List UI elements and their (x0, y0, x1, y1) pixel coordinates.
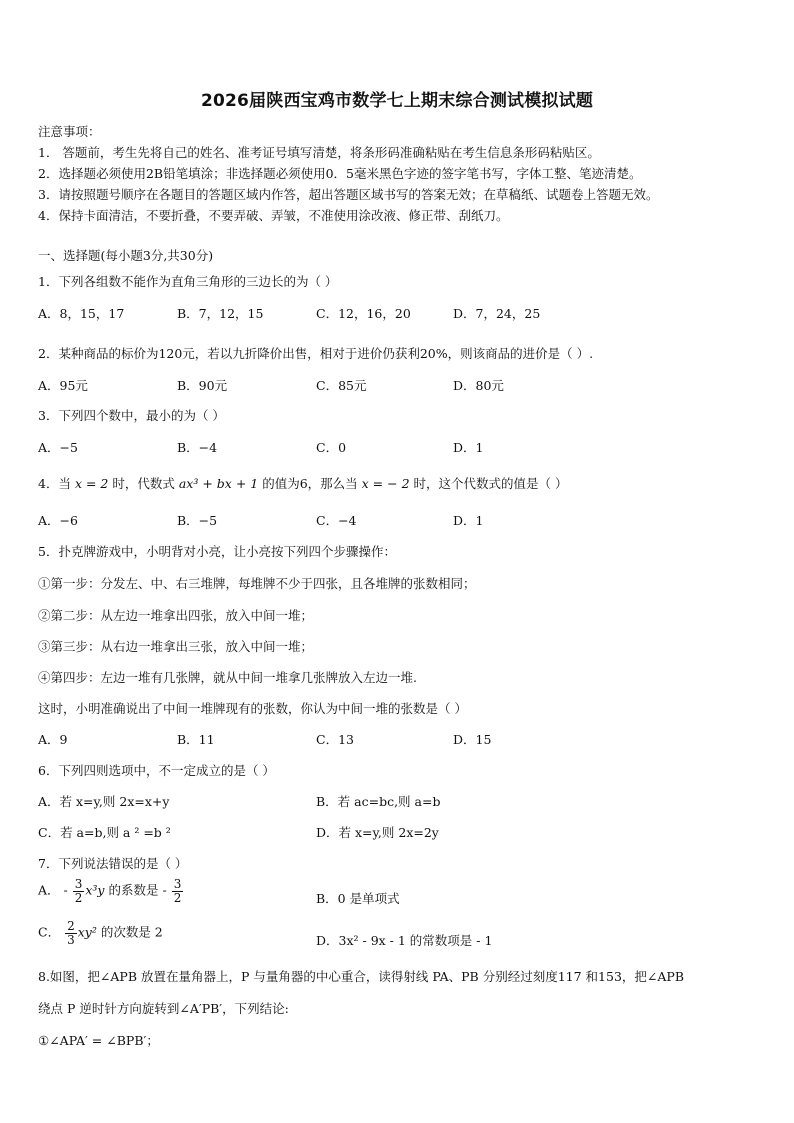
q6-option-c: C．若 a=b,则 a ² =b ² (38, 825, 171, 840)
q4-option-a: A．−6 (38, 513, 78, 528)
notice-item: 2．选择题必须使用2B铅笔填涂；非选择题必须使用0．5毫米黑色字迹的签字笔书写，字体工整、笔迹清楚。 (38, 166, 642, 181)
notice-item: 1． 答题前，考生先将自己的姓名、准考证号填写清楚，将条形码准确粘贴在考生信息条形码粘贴区。 (38, 145, 600, 160)
fraction-numerator: 3 (74, 877, 83, 891)
q5-option-a: A．9 (38, 732, 68, 747)
q6-option-d: D．若 x=y,则 2x=2y (316, 825, 439, 840)
question-6-stem: 6．下列四则选项中，不一定成立的是（ ） (38, 763, 275, 778)
q4-condition-2: x = − 2 (361, 476, 410, 491)
q6-option-b: B．若 ac=bc,则 a=b (316, 794, 441, 809)
fraction-numerator: 3 (173, 877, 182, 891)
q7-c-fraction (65, 920, 77, 946)
q7-option-a (38, 878, 184, 904)
notice-item: 4．保持卡面清洁，不要折叠，不要弄破、弄皱，不准使用涂改液、修正带、刮纸刀。 (38, 208, 509, 223)
minus-sign: - (162, 882, 167, 898)
q7-option-c-text: 的次数是 2 (100, 924, 163, 940)
q1-option-a: A．8，15，17 (38, 306, 125, 321)
q2-option-a: A．95元 (38, 378, 88, 393)
q7-c-term: xy² (77, 924, 97, 940)
q7-option-b: B．0 是单项式 (316, 891, 400, 906)
q5-step: ④第四步：左边一堆有几张牌，就从中间一堆拿几张牌放入左边一堆. (38, 670, 417, 685)
q4-option-c: C．−4 (316, 513, 357, 528)
notice-heading: 注意事项： (38, 124, 101, 139)
question-7-stem: 7．下列说法错误的是（ ） (38, 856, 188, 871)
q1-option-b: B．7，12，15 (177, 306, 264, 321)
q5-step: ①第一步：分发左、中、右三堆牌，每堆牌不少于四张，且各堆牌的张数相同； (38, 576, 476, 591)
q2-option-c: C．85元 (316, 378, 367, 393)
question-1-stem: 1．下列各组数不能作为直角三角形的三边长的为（ ） (38, 274, 338, 289)
q3-option-d: D．1 (453, 440, 484, 455)
q5-step: ②第二步：从左边一堆拿出四张，放入中间一堆； (38, 608, 314, 623)
q7-option-c (38, 920, 163, 946)
q4-condition-1: x = 2 (74, 476, 109, 491)
q4-option-b: B．−5 (177, 513, 218, 528)
q1-option-c: C．12，16，20 (316, 306, 411, 321)
q4-text: 时，这个代数式的值是（ ） (413, 476, 568, 491)
fraction-denominator: 2 (173, 890, 182, 905)
question-4-stem (38, 474, 568, 492)
notice-item: 3．请按照题号顺序在各题目的答题区域内作答，超出答题区域书写的答案无效；在草稿纸、试题卷上答题无效。 (38, 187, 659, 202)
q5-option-b: B．11 (177, 732, 215, 747)
q5-option-c: C．13 (316, 732, 354, 747)
q4-text: 时，代数式 (112, 476, 175, 491)
q3-option-a: A．−5 (38, 440, 78, 455)
q7-option-a-text: 的系数是 (108, 882, 159, 898)
question-5-stem: 5．扑克牌游戏中，小明背对小亮，让小亮按下列四个步骤操作： (38, 544, 396, 559)
question-8-line: 8.如图，把∠APB 放置在量角器上，P 与量角器的中心重合，读得射线 PA、PB 分别经过刻度117 和153，把∠APB (38, 969, 685, 984)
q6-option-a: A．若 x=y,则 2x=x+y (38, 794, 170, 809)
q3-option-b: B．−4 (177, 440, 218, 455)
q4-option-d: D．1 (453, 513, 484, 528)
fraction-denominator: 2 (74, 890, 83, 905)
q4-expression: ax³ + bx + 1 (178, 476, 259, 491)
q2-option-d: D．80元 (453, 378, 504, 393)
q3-option-c: C．0 (316, 440, 347, 455)
q7-option-c-label: C． (38, 924, 61, 940)
q4-text: 的值为6，那么当 (262, 476, 358, 491)
page-title: 2026届陕西宝鸡市数学七上期末综合测试模拟试题 (200, 91, 594, 111)
q1-option-d: D．7，24，25 (453, 306, 541, 321)
question-8-line: 绕点 P 逆时针方向旋转到∠A′PB′，下列结论: (38, 1001, 289, 1016)
q7-coefficient-fraction (73, 878, 85, 904)
q4-text: 4．当 (38, 476, 71, 491)
section-heading: 一、选择题(每小题3分,共30分) (38, 248, 214, 263)
fraction-denominator: 3 (67, 932, 75, 947)
q5-option-d: D．15 (453, 732, 492, 747)
q7-answer-fraction (172, 878, 184, 904)
q7-term: x³y (85, 882, 105, 898)
q2-option-b: B．90元 (177, 378, 228, 393)
question-3-stem: 3．下列四个数中，最小的为（ ） (38, 408, 225, 423)
fraction-numerator: 2 (67, 919, 75, 933)
q5-question: 这时，小明准确说出了中间一堆牌现有的张数，你认为中间一堆的张数是（ ） (38, 701, 467, 716)
q7-option-d: D．3x² - 9x - 1 的常数项是 - 1 (316, 933, 493, 948)
q7-option-a-label: A． (38, 882, 60, 898)
minus-sign: - (63, 882, 68, 898)
question-2-stem: 2．某种商品的标价为120元，若以九折降价出售，相对于进价仍获利20%，则该商品的进价是（ ）. (38, 346, 594, 361)
q5-step: ③第三步：从右边一堆拿出三张，放入中间一堆； (38, 639, 314, 654)
question-8-line: ①∠APA′ = ∠BPB′； (38, 1033, 159, 1048)
